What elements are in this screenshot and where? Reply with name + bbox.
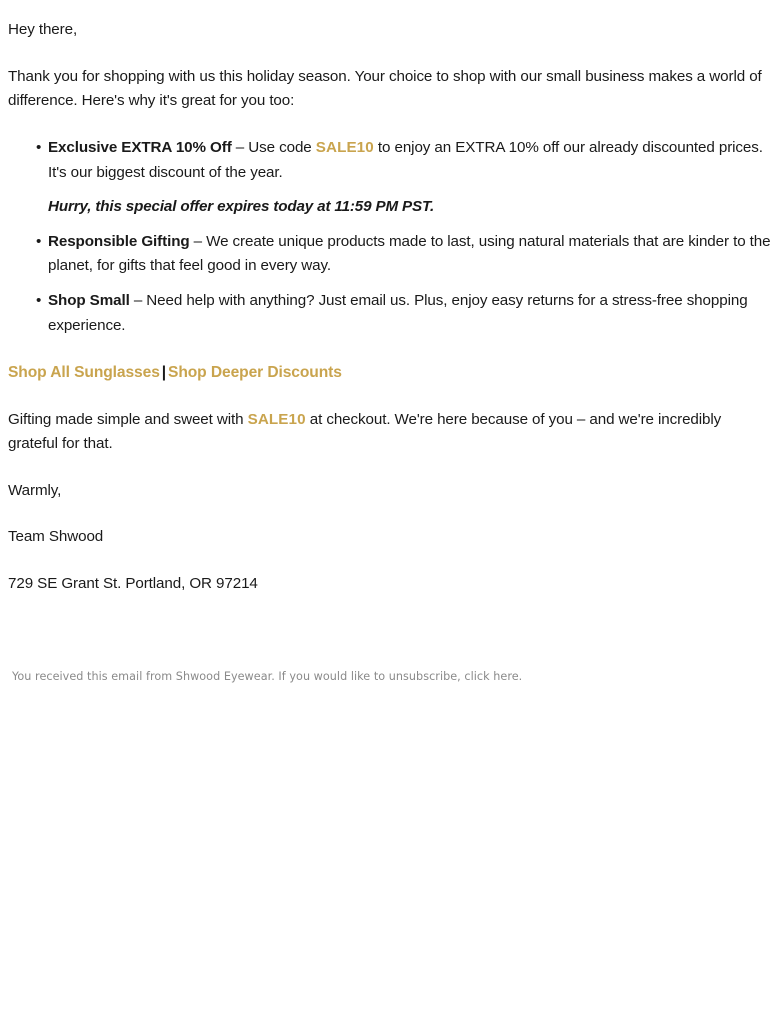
benefit-text-before-code: – Use code <box>231 138 316 156</box>
shop-deeper-discounts-link[interactable]: Shop Deeper Discounts <box>168 364 342 382</box>
benefit-text-line <box>48 289 772 338</box>
benefit-text: – Need help with anything? Just email us. Plus, enjoy easy returns for a stress-free shopping experience. <box>48 292 748 334</box>
benefit-lead-label: Shop Small <box>48 292 130 309</box>
list-item <box>8 136 772 220</box>
benefits-list <box>8 136 772 338</box>
bullet-marker-icon: • <box>36 292 42 309</box>
benefit-text-line <box>48 230 772 279</box>
bullet-marker-icon: • <box>36 232 42 250</box>
shop-links-row <box>8 360 772 385</box>
link-separator: | <box>161 364 167 382</box>
bullet-marker-icon: • <box>36 138 42 156</box>
benefit-text-after-code: to enjoy an EXTRA 10% off our already discounted prices. It's our biggest discount of the year. <box>48 138 763 181</box>
intro-paragraph: Thank you for shopping with us this holiday season. Your choice to shop with our small business makes a world of difference. Here's why it's great for you too: <box>8 67 762 110</box>
signoff-line: Warmly, <box>8 481 62 499</box>
benefit-text-line <box>48 136 772 185</box>
benefit-text: – We create unique products made to last, using natural materials that are kinder to the planet, for gifts that feel good in every way. <box>48 232 771 275</box>
closing-text-before-code: Gifting made simple and sweet with <box>8 410 248 428</box>
list-item <box>8 230 772 279</box>
mailing-address: 729 SE Grant St. Portland, OR 97214 <box>8 575 258 592</box>
top-spacer <box>8 0 772 18</box>
greeting-paragraph: Hey there, <box>8 21 78 38</box>
closing-paragraph <box>8 408 772 457</box>
closing-text-after-code: at checkout. We're here because of you – and we're incredibly grateful for that. <box>8 410 722 453</box>
benefit-lead-label: Exclusive EXTRA 10% Off <box>48 138 232 156</box>
urgency-note: Hurry, this special offer expires today at 11:59 PM PST. <box>48 198 435 216</box>
list-item <box>8 289 772 338</box>
promo-code[interactable]: SALE10 <box>315 138 374 156</box>
promo-code[interactable]: SALE10 <box>247 410 306 428</box>
benefit-lead-label: Responsible Gifting <box>48 232 190 250</box>
email-body <box>8 0 772 597</box>
shop-all-sunglasses-link[interactable]: Shop All Sunglasses <box>8 364 160 382</box>
team-name: Team Shwood <box>8 528 104 546</box>
footer-unsubscribe-note[interactable]: You received this email from Shwood Eyewear. If you would like to unsubscribe, click here. <box>12 670 523 683</box>
